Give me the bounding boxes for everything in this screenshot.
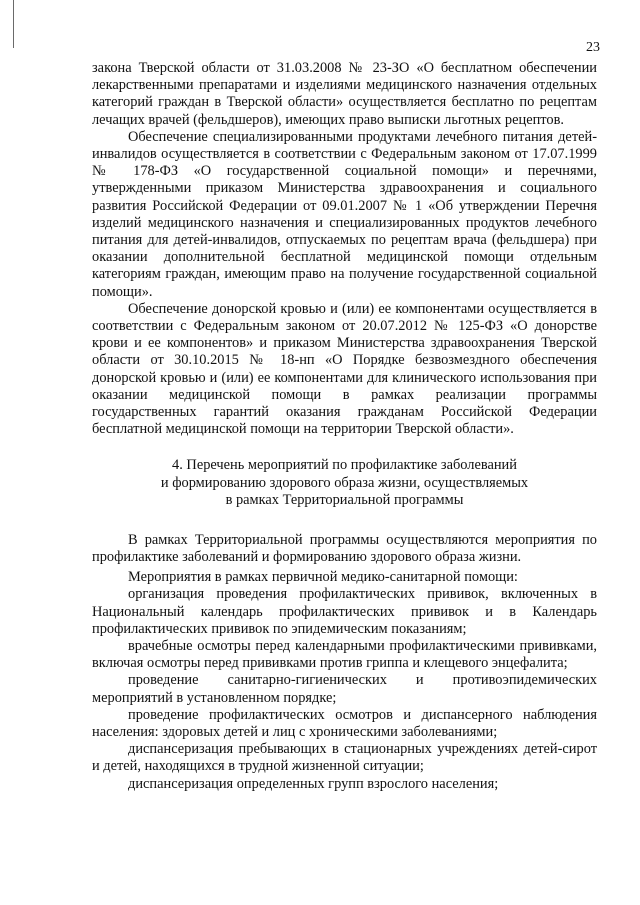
list-item-vaccinations: организация проведения профилактических прививок, включенных в Национальный календарь профилактических прививок и в Календарь профилактических прививок по эпидемическим показаниям;: [92, 586, 597, 637]
scan-edge-line: [13, 0, 14, 48]
page-number: 23: [586, 40, 600, 55]
paragraph-continuation: закона Тверской области от 31.03.2008 № 23-ЗО «О бесплатном обеспечении лекарственными препаратами и изделиями медицинского назначения отдельных категорий граждан в Тверской области» осуществляется бесплатно по рецептам лечащих врачей (фельдшеров), имеющих право выписки льготных рецептов.: [92, 60, 597, 128]
list-item-preventive-exams: проведение профилактических осмотров и диспансерного наблюдения населения: здоровых детей и лиц с хроническими заболеваниями;: [92, 706, 597, 740]
section-heading-line: в рамках Территориальной программы: [225, 492, 464, 509]
list-item-adult-screening: диспансеризация определенных групп взрослого населения;: [128, 775, 499, 792]
list-item-medical-exams: врачебные осмотры перед календарными профилактическими прививками, включая осмотры перед прививками против гриппа и клещевого энцефалита;: [92, 637, 597, 672]
section-heading: [92, 457, 597, 509]
paragraph-primary-care: Мероприятия в рамках первичной медико-санитарной помощи:: [128, 569, 518, 586]
paragraph-donor-blood: Обеспечение донорской кровью и (или) ее компонентами осуществляется в соответствии с Федеральным законом от 20.07.2012 № 125-ФЗ «О донорстве крови и ее компонентов» и приказом Министерства здравоохранения Тверской области от 30.10.2015 № 18-нп «О Порядке безвозмездного обеспечения донорской кровью и (или) ее компонентами для клинического использования при оказании медицинской помощи в рамках реализации программы государственных гарантий оказания гражданам Российской Федерации бесплатной медицинской помощи на территории Тверской области».: [92, 300, 597, 438]
list-item-orphan-screening: диспансеризация пребывающих в стационарных учреждениях детей-сирот и детей, находящихся в трудной жизненной ситуации;: [92, 741, 597, 775]
list-item-sanitary-measures: проведение санитарно-гигиенических и противоэпидемических мероприятий в установленном порядке;: [92, 672, 597, 706]
document-body: [92, 60, 597, 793]
section-heading-line: и формированию здорового образа жизни, осуществляемых: [160, 474, 529, 491]
paragraph-nutrition: Обеспечение специализированными продуктами лечебного питания детей-инвалидов осуществляется в соответствии с Федеральным законом от 17.07.1999 № 178-ФЗ «О государственной социальной помощи» и перечнями, утвержденными приказом Министерства здравоохранения и социального развития Российской Федерации от 09.01.2007 № 1 «Об утверждении Перечня изделий медицинского назначения и специализированных продуктов лечебного питания для детей-инвалидов, отпускаемых по рецептам врача (фельдшера) при оказании дополнительной бесплатной медицинской помощи отдельным категориям граждан, имеющим право на получение государственной социальной помощи».: [92, 128, 597, 300]
section-heading-line: 4. Перечень мероприятий по профилактике заболеваний: [172, 457, 517, 474]
paragraph-intro: В рамках Территориальной программы осуществляются мероприятия по профилактике заболеваний и формированию здорового образа жизни.: [92, 531, 597, 565]
